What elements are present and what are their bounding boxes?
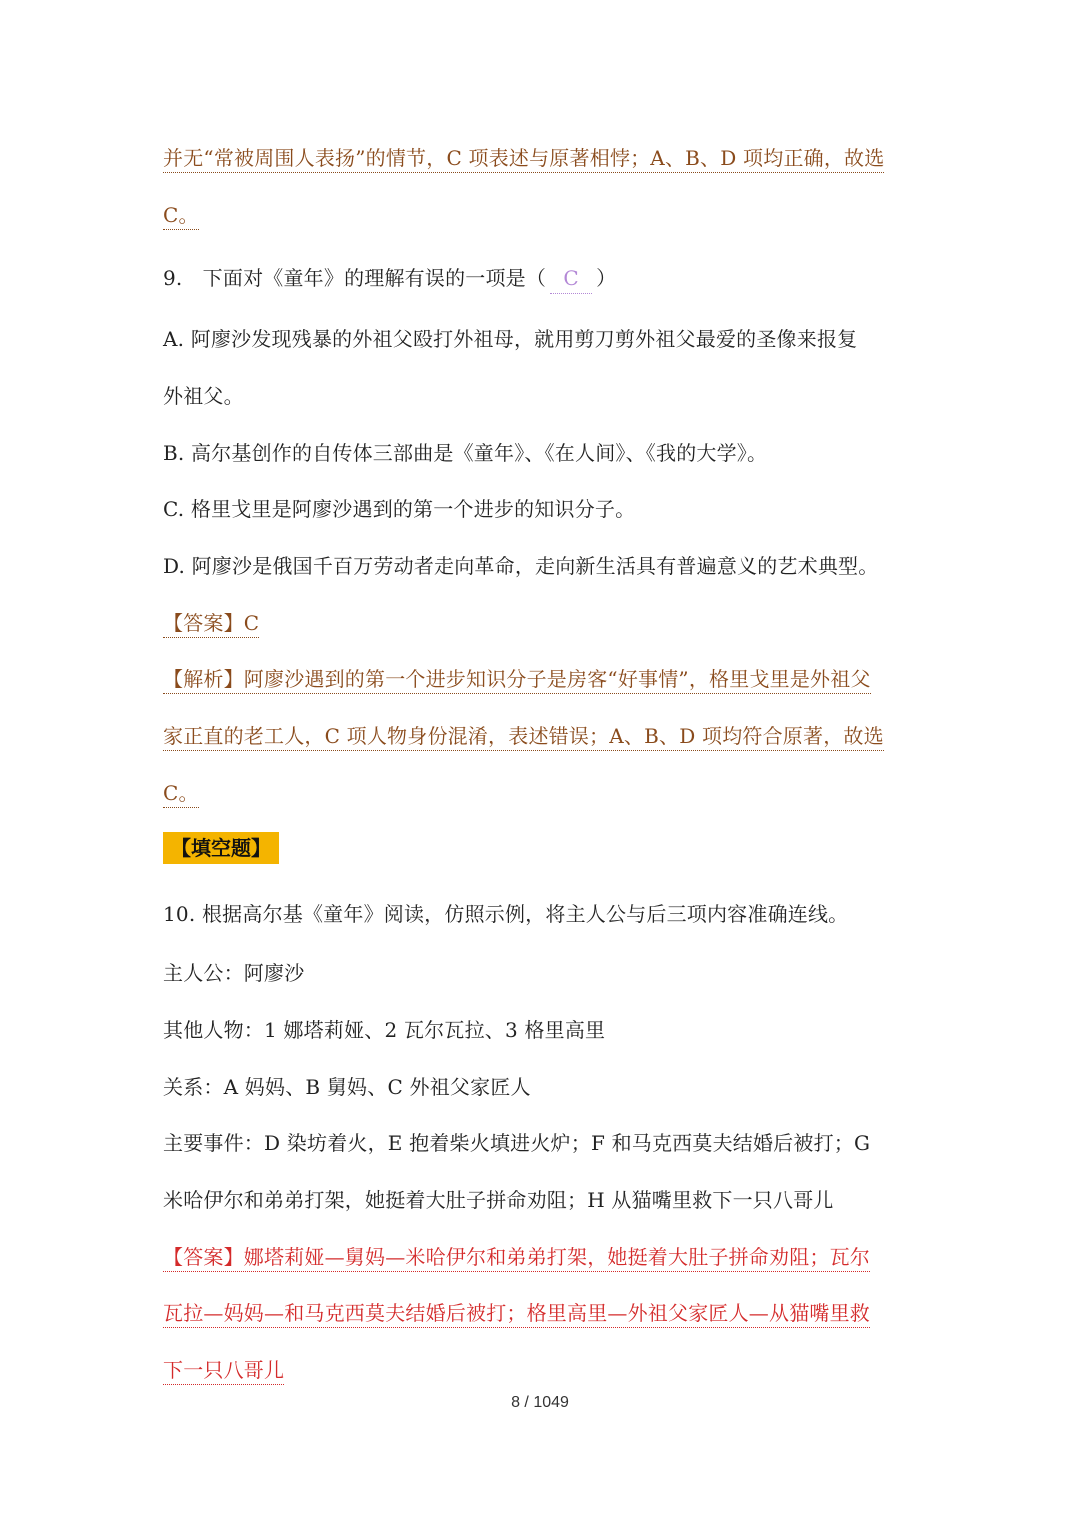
protagonist-line: 主人公：阿廖沙	[163, 961, 305, 985]
question-10-stem: 10. 根据高尔基《童年》阅读，仿照示例，将主人公与后三项内容准确连线。	[163, 902, 849, 926]
answer-10-line	[163, 1356, 284, 1384]
section-tag-fill-in: 【填空题】	[163, 832, 279, 864]
intro-text: 并无“常被周围人表扬”的情节，C 项表述与原著相悖；A、B、D 项均正确，故选	[163, 146, 884, 173]
other-characters-line: 其他人物：1 娜塔莉娅、2 瓦尔瓦拉、3 格里高里	[163, 1018, 606, 1042]
analysis-line	[163, 779, 199, 807]
option-c: C. 格里戈里是阿廖沙遇到的第一个进步的知识分子。	[163, 497, 636, 521]
answer-blank: C	[550, 264, 592, 294]
analysis-text: 家正直的老工人，C 项人物身份混淆，表述错误；A、B、D 项均符合原著，故选	[163, 724, 884, 751]
answer-10-line	[163, 1299, 870, 1327]
question-stem-close: ）	[596, 266, 617, 290]
analysis-line	[163, 665, 871, 693]
events-line-cont: 米哈伊尔和弟弟打架，她挺着大肚子拼命劝阻；H 从猫嘴里救下一只八哥儿	[163, 1188, 834, 1212]
analysis-text: 【解析】阿廖沙遇到的第一个进步知识分子是房客“好事情”，格里戈里是外祖父	[163, 667, 871, 694]
answer-line	[163, 609, 259, 637]
answer-10-text: 瓦拉—妈妈—和马克西莫夫结婚后被打；格里高里—外祖父家匠人—从猫嘴里救	[163, 1301, 870, 1328]
answer-10-line	[163, 1243, 870, 1271]
relations-line: 关系：A 妈妈、B 舅妈、C 外祖父家匠人	[163, 1075, 531, 1099]
intro-text: C。	[163, 203, 199, 230]
question-9-stem	[163, 264, 616, 294]
option-a: A. 阿廖沙发现残暴的外祖父殴打外祖母，就用剪刀剪外祖父最爱的圣像来报复	[163, 327, 858, 351]
option-b: B. 高尔基创作的自传体三部曲是《童年》、《在人间》、《我的大学》。	[163, 441, 768, 465]
events-line: 主要事件：D 染坊着火，E 抱着柴火填进火炉；F 和马克西莫夫结婚后被打；G	[163, 1131, 871, 1155]
answer-10-text: 【答案】娜塔莉娅—舅妈—米哈伊尔和弟弟打架，她挺着大肚子拼命劝阻；瓦尔	[163, 1245, 870, 1272]
question-stem-text: 9. 下面对《童年》的理解有误的一项是（	[163, 266, 547, 290]
option-a-cont: 外祖父。	[163, 384, 244, 408]
analysis-text: C。	[163, 781, 199, 808]
intro-analysis-line	[163, 201, 199, 229]
answer-10-text: 下一只八哥儿	[163, 1358, 284, 1385]
page-number: 8 / 1049	[511, 1394, 569, 1411]
answer-text: 【答案】C	[163, 611, 259, 638]
option-d: D. 阿廖沙是俄国千百万劳动者走向革命，走向新生活具有普遍意义的艺术典型。	[163, 554, 879, 578]
analysis-line	[163, 722, 884, 750]
intro-analysis-line	[163, 144, 884, 172]
